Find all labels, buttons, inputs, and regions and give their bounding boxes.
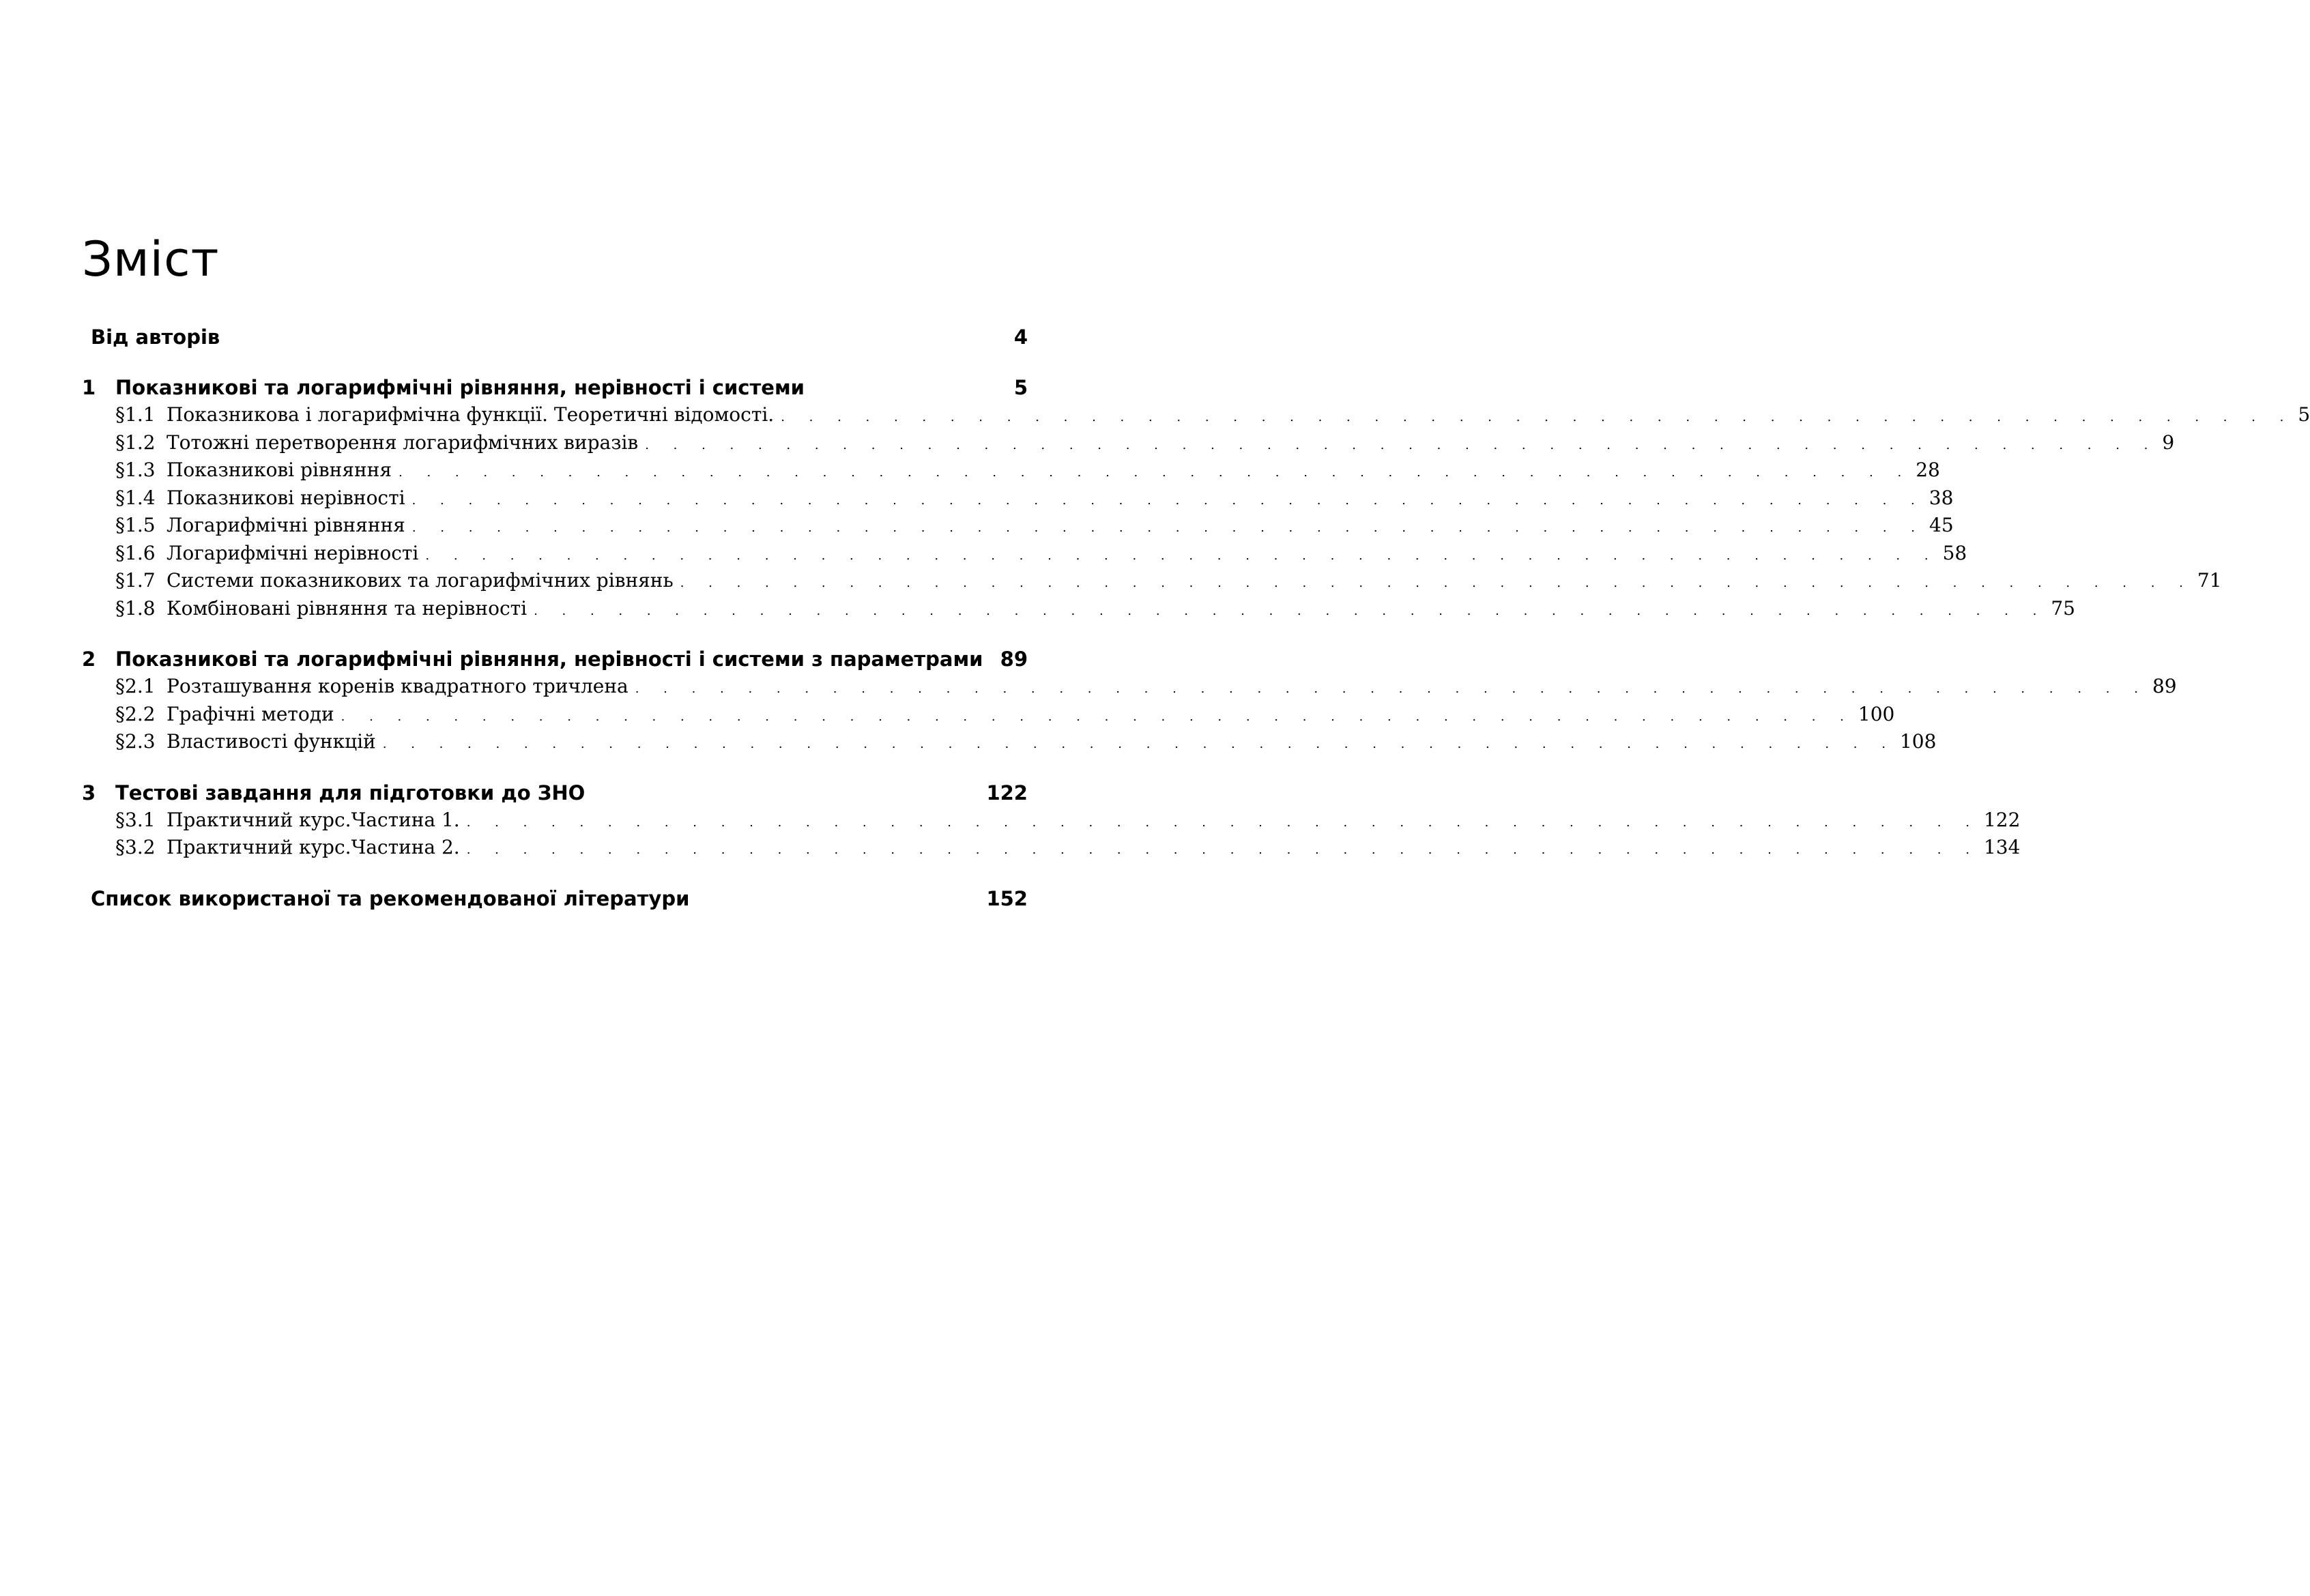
- toc-entry-number: §2.2: [115, 702, 156, 725]
- toc-entry-number: 2: [82, 648, 96, 671]
- dot-leader: . . . . . . . . . . . . . . . . . . . . . . . . . . . . . . . . . . . . . . . . . . . . . . . . . . . . . .: [635, 682, 2148, 696]
- toc-entry-page: 5: [2298, 403, 2310, 426]
- toc-entry-section-2-1[interactable]: [82, 673, 2177, 701]
- toc-entry-page: 9: [2162, 431, 2175, 454]
- toc-entry-page: 134: [1983, 836, 2021, 858]
- toc-entry-number: §1.6: [115, 541, 156, 564]
- toc-entry-label: Розташування коренів квадратного тричлена: [167, 675, 629, 697]
- toc-entry-label: Список використаної та рекомендованої літератури: [91, 886, 690, 910]
- dot-leader: . . . . . . . . . . . . . . . . . . . . . . . . . . . . . . . . . . . . . . . . . . . . . . . . . . . . . .: [466, 843, 1980, 857]
- dot-leader: . . . . . . . . . . . . . . . . . . . . . . . . . . . . . . . . . . . . . . . . . . . . . . . . . . . . . .: [412, 493, 1925, 508]
- toc-entry-number: §1.8: [115, 596, 156, 620]
- toc-entry-label: Комбіновані рівняння та нерівності: [167, 596, 528, 620]
- dot-leader: . . . . . . . . . . . . . . . . . . . . . . . . . . . . . . . . . . . . . . . . . . . . . . . . . . . . . .: [382, 737, 1896, 751]
- toc-entry-page: 28: [1916, 459, 1940, 481]
- dot-leader: . . . . . . . . . . . . . . . . . . . . . . . . . . . . . . . . . . . . . . . . . . . . . . . . . . . . . .: [534, 603, 2047, 618]
- toc-entry-page: 38: [1929, 486, 1954, 509]
- dot-leader: . . . . . . . . . . . . . . . . . . . . . . . . . . . . . . . . . . . . . . . . . . . . . . . . . . . . . .: [341, 709, 1854, 724]
- toc-entry-number: §1.2: [115, 431, 156, 454]
- toc-entry-page: 45: [1929, 514, 1954, 536]
- toc-entry-label: Показникові та логарифмічні рівняння, нерівності і системи: [115, 376, 805, 399]
- toc-entry-number: §2.3: [115, 730, 156, 753]
- toc-entry-label: Показникові рівняння: [167, 459, 392, 481]
- toc-entry-number: §1.5: [115, 514, 156, 536]
- toc-entry-number: 1: [82, 376, 96, 399]
- toc-entry-number: §3.2: [115, 836, 156, 858]
- dot-leader: . . . . . . . . . . . . . . . . . . . . . . . . . . . . . . . . . . . . . . . . . . . . . . . . . . . . . .: [399, 465, 1912, 480]
- toc-entry-section-1-1[interactable]: [82, 401, 2310, 429]
- toc-entry-section-1-5[interactable]: [82, 512, 1954, 540]
- toc-entry-section-1-6[interactable]: [82, 540, 1967, 568]
- toc-entry-label: Практичний курс.Частина 2.: [167, 836, 460, 858]
- toc-entry-number: §2.1: [115, 675, 156, 697]
- toc-entry-page: 122: [986, 781, 1028, 804]
- toc-entry-number: 3: [82, 781, 96, 804]
- toc-entry-number: §1.1: [115, 403, 156, 426]
- toc-entry-chapter-3[interactable]: [82, 779, 1028, 807]
- toc-entry-page: 100: [1858, 702, 1895, 725]
- dot-leader: . . . . . . . . . . . . . . . . . . . . . . . . . . . . . . . . . . . . . . . . . . . . . . . . . . . . . .: [466, 815, 1980, 830]
- toc-entry-label: Тестові завдання для підготовки до ЗНО: [115, 781, 586, 804]
- toc-entry-section-2-3[interactable]: [82, 728, 1937, 756]
- dot-leader: . . . . . . . . . . . . . . . . . . . . . . . . . . . . . . . . . . . . . . . . . . . . . . . . . . . . . .: [412, 521, 1926, 535]
- dot-leader: . . . . . . . . . . . . . . . . . . . . . . . . . . . . . . . . . . . . . . . . . . . . . . . . . . . . . .: [680, 576, 2193, 590]
- dot-leader: . . . . . . . . . . . . . . . . . . . . . . . . . . . . . . . . . . . . . . . . . . . . . . . . . . . . . .: [781, 410, 2294, 424]
- toc-entry-section-1-8[interactable]: [82, 595, 2075, 623]
- toc-entry-number: §1.3: [115, 459, 156, 481]
- toc-entry-label: Логарифмічні рівняння: [167, 514, 405, 536]
- toc-entry-page: 152: [986, 886, 1028, 910]
- toc-entry-label: Показникова і логарифмічна функції. Теоретичні відомості.: [167, 403, 775, 426]
- toc-entry-page: 5: [1013, 376, 1028, 399]
- dot-leader: . . . . . . . . . . . . . . . . . . . . . . . . . . . . . . . . . . . . . . . . . . . . . . . . . . . . . .: [425, 548, 1939, 563]
- dot-leader: . . . . . . . . . . . . . . . . . . . . . . . . . . . . . . . . . . . . . . . . . . . . . . . . . . . . . .: [645, 437, 2159, 452]
- toc-entry-page: 4: [1013, 325, 1028, 349]
- toc-entry-label: Системи показникових та логарифмічних рівнянь: [167, 569, 674, 592]
- toc-entry-page: 89: [1000, 648, 1028, 671]
- toc-entry-label: Властивості функцій: [167, 730, 376, 753]
- toc-entry-number: §1.4: [115, 486, 156, 509]
- toc-entry-authors[interactable]: [82, 323, 1028, 351]
- toc-entry-page: 89: [2152, 675, 2177, 697]
- table-of-contents: [82, 323, 2310, 912]
- toc-entry-section-3-2[interactable]: [82, 834, 2021, 862]
- toc-entry-label: Логарифмічні нерівності: [167, 541, 419, 564]
- toc-entry-chapter-2[interactable]: [82, 645, 1028, 673]
- toc-entry-number: §1.7: [115, 569, 156, 592]
- toc-entry-section-2-2[interactable]: [82, 701, 1895, 729]
- toc-entry-label: Графічні методи: [167, 702, 334, 725]
- toc-entry-page: 122: [1983, 808, 2021, 831]
- toc-entry-page: 75: [2051, 596, 2075, 620]
- toc-entry-page: 71: [2197, 569, 2222, 592]
- toc-entry-chapter-1[interactable]: [82, 374, 1028, 401]
- toc-entry-section-3-1[interactable]: [82, 807, 2021, 835]
- toc-entry-label: Показникові та логарифмічні рівняння, нерівності і системи з параметрами: [115, 648, 983, 671]
- toc-entry-section-1-4[interactable]: [82, 484, 1954, 512]
- toc-entry-label: Тотожні перетворення логарифмічних виразів: [167, 431, 639, 454]
- toc-entry-page: 58: [1942, 541, 1967, 564]
- page-title: Зміст: [82, 231, 220, 287]
- toc-entry-bibliography[interactable]: [82, 885, 1028, 912]
- toc-entry-label: Від авторів: [91, 325, 220, 349]
- toc-entry-section-1-2[interactable]: [82, 429, 2175, 457]
- toc-entry-number: §3.1: [115, 808, 156, 831]
- toc-entry-label: Показникові нерівності: [167, 486, 405, 509]
- toc-entry-page: 108: [1899, 730, 1937, 753]
- toc-entry-section-1-7[interactable]: [82, 567, 2222, 595]
- toc-entry-section-1-3[interactable]: [82, 456, 1940, 484]
- toc-entry-label: Практичний курс.Частина 1.: [167, 808, 460, 831]
